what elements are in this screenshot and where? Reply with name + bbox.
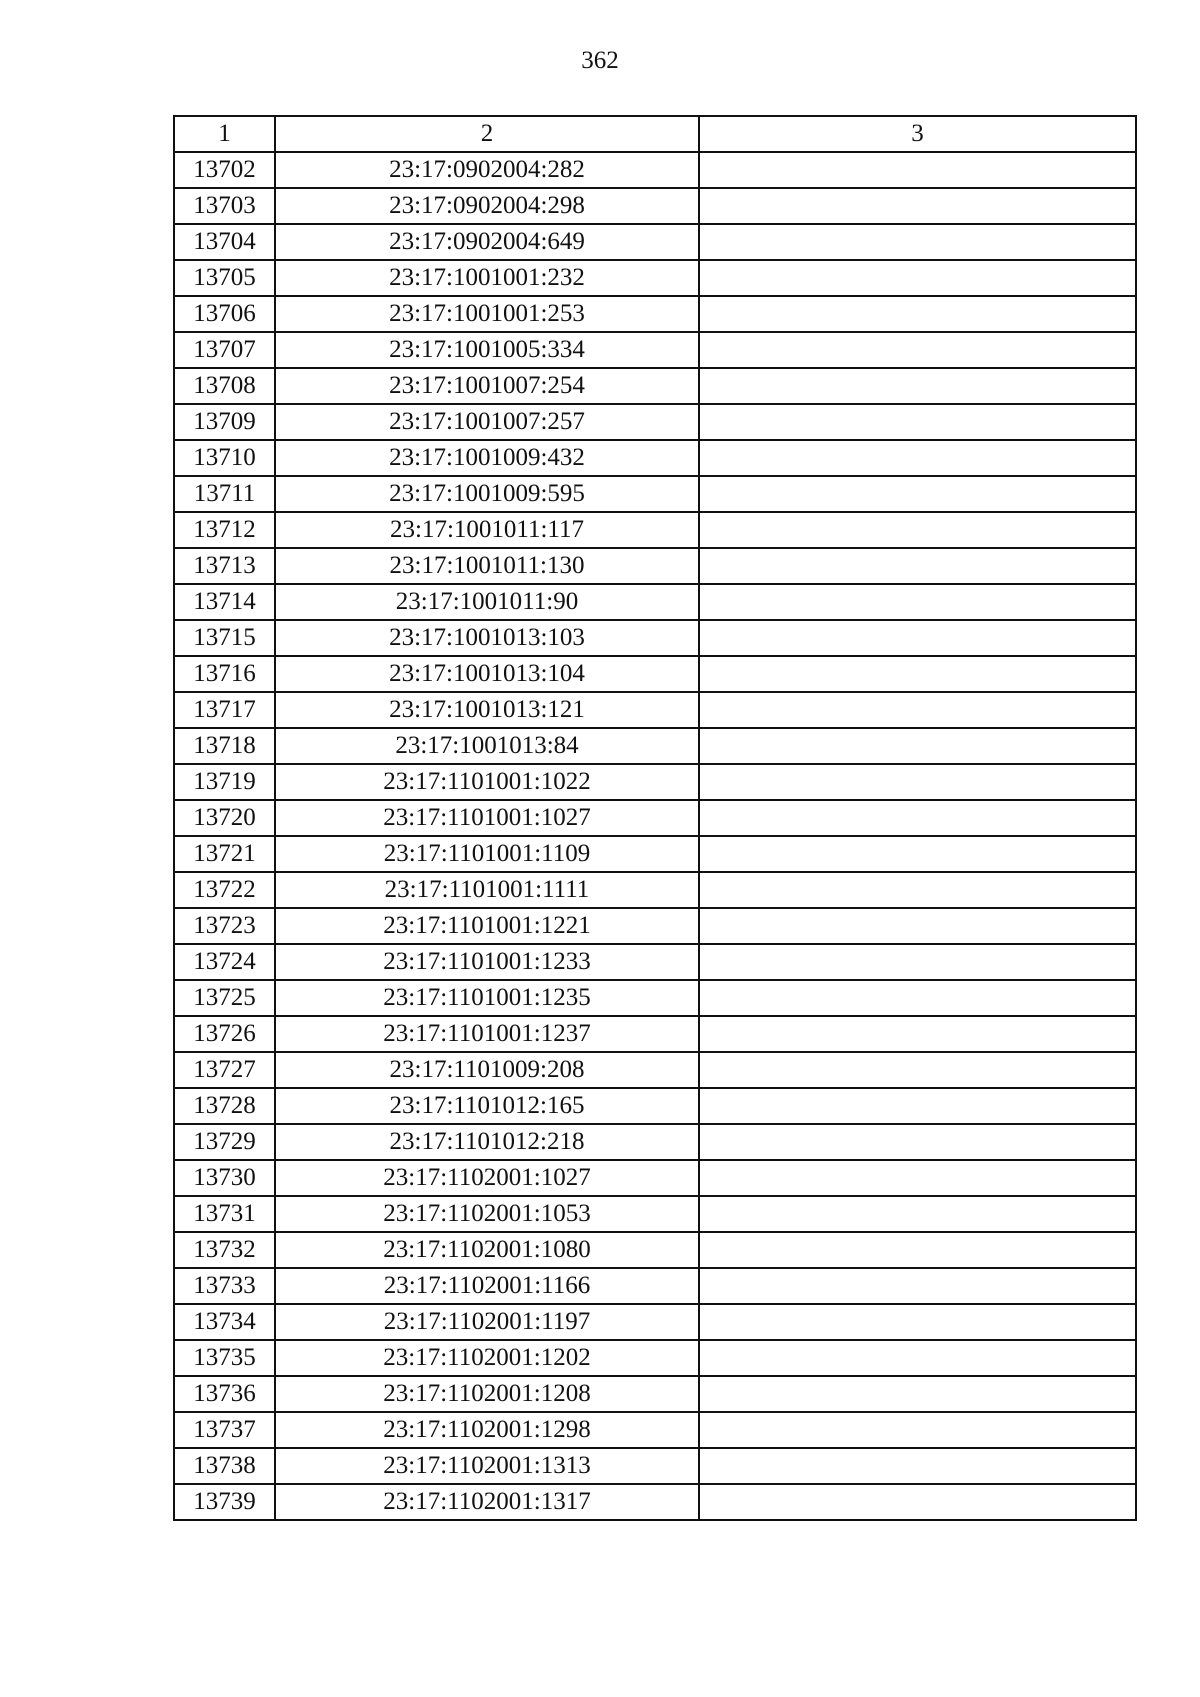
table-row: [174, 692, 1136, 728]
row-number-cell: 13731: [174, 1196, 275, 1232]
cadastral-number-cell: 23:17:1101001:1235: [275, 980, 699, 1016]
cadastral-number-cell: 23:17:1101001:1237: [275, 1016, 699, 1052]
cadastral-number-cell: 23:17:0902004:649: [275, 224, 699, 260]
cadastral-number-cell: 23:17:1102001:1208: [275, 1376, 699, 1412]
row-number-cell: 13726: [174, 1016, 275, 1052]
note-cell: [699, 548, 1136, 584]
row-number-cell: 13719: [174, 764, 275, 800]
row-number-cell: 13705: [174, 260, 275, 296]
cadastral-number-cell: 23:17:1102001:1298: [275, 1412, 699, 1448]
column-header-3: 3: [699, 116, 1136, 152]
header-row: [174, 116, 1136, 152]
note-cell: [699, 872, 1136, 908]
row-number-cell: 13728: [174, 1088, 275, 1124]
cadastral-number-cell: 23:17:1102001:1317: [275, 1484, 699, 1520]
cadastral-number-cell: 23:17:1102001:1053: [275, 1196, 699, 1232]
row-number-cell: 13704: [174, 224, 275, 260]
row-number-cell: 13738: [174, 1448, 275, 1484]
table-row: [174, 584, 1136, 620]
cadastral-number-cell: 23:17:1001001:253: [275, 296, 699, 332]
cadastral-number-cell: 23:17:0902004:298: [275, 188, 699, 224]
note-cell: [699, 404, 1136, 440]
note-cell: [699, 728, 1136, 764]
note-cell: [699, 1232, 1136, 1268]
cadastral-number-cell: 23:17:1102001:1166: [275, 1268, 699, 1304]
note-cell: [699, 980, 1136, 1016]
row-number-cell: 13706: [174, 296, 275, 332]
table-row: [174, 1448, 1136, 1484]
cadastral-number-cell: 23:17:1102001:1202: [275, 1340, 699, 1376]
table-row: [174, 1412, 1136, 1448]
cadastral-number-cell: 23:17:0902004:282: [275, 152, 699, 188]
table-row: [174, 836, 1136, 872]
table-row: [174, 332, 1136, 368]
cadastre-table: [173, 115, 1137, 1521]
row-number-cell: 13722: [174, 872, 275, 908]
cadastral-number-cell: 23:17:1001001:232: [275, 260, 699, 296]
cadastral-number-cell: 23:17:1102001:1313: [275, 1448, 699, 1484]
table-row: [174, 728, 1136, 764]
table-row: [174, 1016, 1136, 1052]
row-number-cell: 13737: [174, 1412, 275, 1448]
note-cell: [699, 332, 1136, 368]
column-header-2: 2: [275, 116, 699, 152]
row-number-cell: 13730: [174, 1160, 275, 1196]
cadastral-number-cell: 23:17:1001013:103: [275, 620, 699, 656]
note-cell: [699, 1412, 1136, 1448]
row-number-cell: 13717: [174, 692, 275, 728]
table-row: [174, 1160, 1136, 1196]
table-row: [174, 1052, 1136, 1088]
note-cell: [699, 584, 1136, 620]
cadastral-number-cell: 23:17:1101001:1111: [275, 872, 699, 908]
row-number-cell: 13709: [174, 404, 275, 440]
note-cell: [699, 296, 1136, 332]
cadastral-number-cell: 23:17:1001013:84: [275, 728, 699, 764]
page-number: 362: [581, 47, 619, 74]
note-cell: [699, 620, 1136, 656]
cadastral-number-cell: 23:17:1101009:208: [275, 1052, 699, 1088]
row-number-cell: 13725: [174, 980, 275, 1016]
cadastral-number-cell: 23:17:1101001:1233: [275, 944, 699, 980]
row-number-cell: 13733: [174, 1268, 275, 1304]
table-row: [174, 1340, 1136, 1376]
note-cell: [699, 368, 1136, 404]
cadastral-number-cell: 23:17:1001011:90: [275, 584, 699, 620]
table-row: [174, 440, 1136, 476]
cadastral-number-cell: 23:17:1001005:334: [275, 332, 699, 368]
table-row: [174, 476, 1136, 512]
note-cell: [699, 1088, 1136, 1124]
cadastral-number-cell: 23:17:1101001:1109: [275, 836, 699, 872]
cadastral-number-cell: 23:17:1001011:130: [275, 548, 699, 584]
cadastral-number-cell: 23:17:1101001:1221: [275, 908, 699, 944]
note-cell: [699, 764, 1136, 800]
cadastral-number-cell: 23:17:1101012:218: [275, 1124, 699, 1160]
table-row: [174, 1124, 1136, 1160]
cadastral-number-cell: 23:17:1001013:104: [275, 656, 699, 692]
row-number-cell: 13724: [174, 944, 275, 980]
table-row: [174, 152, 1136, 188]
row-number-cell: 13707: [174, 332, 275, 368]
table-row: [174, 1376, 1136, 1412]
note-cell: [699, 1052, 1136, 1088]
table-row: [174, 368, 1136, 404]
row-number-cell: 13713: [174, 548, 275, 584]
note-cell: [699, 836, 1136, 872]
note-cell: [699, 1484, 1136, 1520]
note-cell: [699, 800, 1136, 836]
note-cell: [699, 476, 1136, 512]
note-cell: [699, 224, 1136, 260]
table-row: [174, 188, 1136, 224]
cadastral-number-cell: 23:17:1102001:1080: [275, 1232, 699, 1268]
note-cell: [699, 1196, 1136, 1232]
cadastral-number-cell: 23:17:1001009:595: [275, 476, 699, 512]
cadastral-number-cell: 23:17:1101001:1022: [275, 764, 699, 800]
table-row: [174, 512, 1136, 548]
cadastral-number-cell: 23:17:1102001:1027: [275, 1160, 699, 1196]
cadastral-number-cell: 23:17:1101012:165: [275, 1088, 699, 1124]
row-number-cell: 13702: [174, 152, 275, 188]
column-header-1: 1: [174, 116, 275, 152]
row-number-cell: 13739: [174, 1484, 275, 1520]
cadastral-number-cell: 23:17:1001007:254: [275, 368, 699, 404]
table-row: [174, 944, 1136, 980]
note-cell: [699, 1268, 1136, 1304]
row-number-cell: 13711: [174, 476, 275, 512]
row-number-cell: 13734: [174, 1304, 275, 1340]
table-row: [174, 764, 1136, 800]
row-number-cell: 13729: [174, 1124, 275, 1160]
table-row: [174, 620, 1136, 656]
table-row: [174, 800, 1136, 836]
note-cell: [699, 1124, 1136, 1160]
table-row: [174, 1484, 1136, 1520]
note-cell: [699, 152, 1136, 188]
table-row: [174, 260, 1136, 296]
table-row: [174, 656, 1136, 692]
row-number-cell: 13723: [174, 908, 275, 944]
note-cell: [699, 440, 1136, 476]
note-cell: [699, 944, 1136, 980]
table-header: [174, 116, 1136, 152]
row-number-cell: 13710: [174, 440, 275, 476]
row-number-cell: 13727: [174, 1052, 275, 1088]
cadastral-number-cell: 23:17:1001011:117: [275, 512, 699, 548]
cadastral-number-cell: 23:17:1102001:1197: [275, 1304, 699, 1340]
note-cell: [699, 1448, 1136, 1484]
note-cell: [699, 692, 1136, 728]
table-row: [174, 1304, 1136, 1340]
table-row: [174, 1232, 1136, 1268]
table-row: [174, 980, 1136, 1016]
note-cell: [699, 1340, 1136, 1376]
row-number-cell: 13712: [174, 512, 275, 548]
table-row: [174, 548, 1136, 584]
row-number-cell: 13716: [174, 656, 275, 692]
note-cell: [699, 1160, 1136, 1196]
row-number-cell: 13708: [174, 368, 275, 404]
table-row: [174, 908, 1136, 944]
table-body: [174, 152, 1136, 1520]
cadastral-number-cell: 23:17:1001013:121: [275, 692, 699, 728]
cadastral-number-cell: 23:17:1101001:1027: [275, 800, 699, 836]
table-row: [174, 1268, 1136, 1304]
table-row: [174, 296, 1136, 332]
note-cell: [699, 1304, 1136, 1340]
row-number-cell: 13718: [174, 728, 275, 764]
row-number-cell: 13703: [174, 188, 275, 224]
note-cell: [699, 656, 1136, 692]
note-cell: [699, 908, 1136, 944]
row-number-cell: 13720: [174, 800, 275, 836]
note-cell: [699, 188, 1136, 224]
table-row: [174, 872, 1136, 908]
note-cell: [699, 1016, 1136, 1052]
table-row: [174, 1088, 1136, 1124]
note-cell: [699, 1376, 1136, 1412]
table-row: [174, 1196, 1136, 1232]
note-cell: [699, 260, 1136, 296]
row-number-cell: 13714: [174, 584, 275, 620]
cadastral-number-cell: 23:17:1001007:257: [275, 404, 699, 440]
row-number-cell: 13715: [174, 620, 275, 656]
table-row: [174, 404, 1136, 440]
row-number-cell: 13732: [174, 1232, 275, 1268]
row-number-cell: 13735: [174, 1340, 275, 1376]
row-number-cell: 13721: [174, 836, 275, 872]
row-number-cell: 13736: [174, 1376, 275, 1412]
note-cell: [699, 512, 1136, 548]
table-row: [174, 224, 1136, 260]
cadastral-number-cell: 23:17:1001009:432: [275, 440, 699, 476]
